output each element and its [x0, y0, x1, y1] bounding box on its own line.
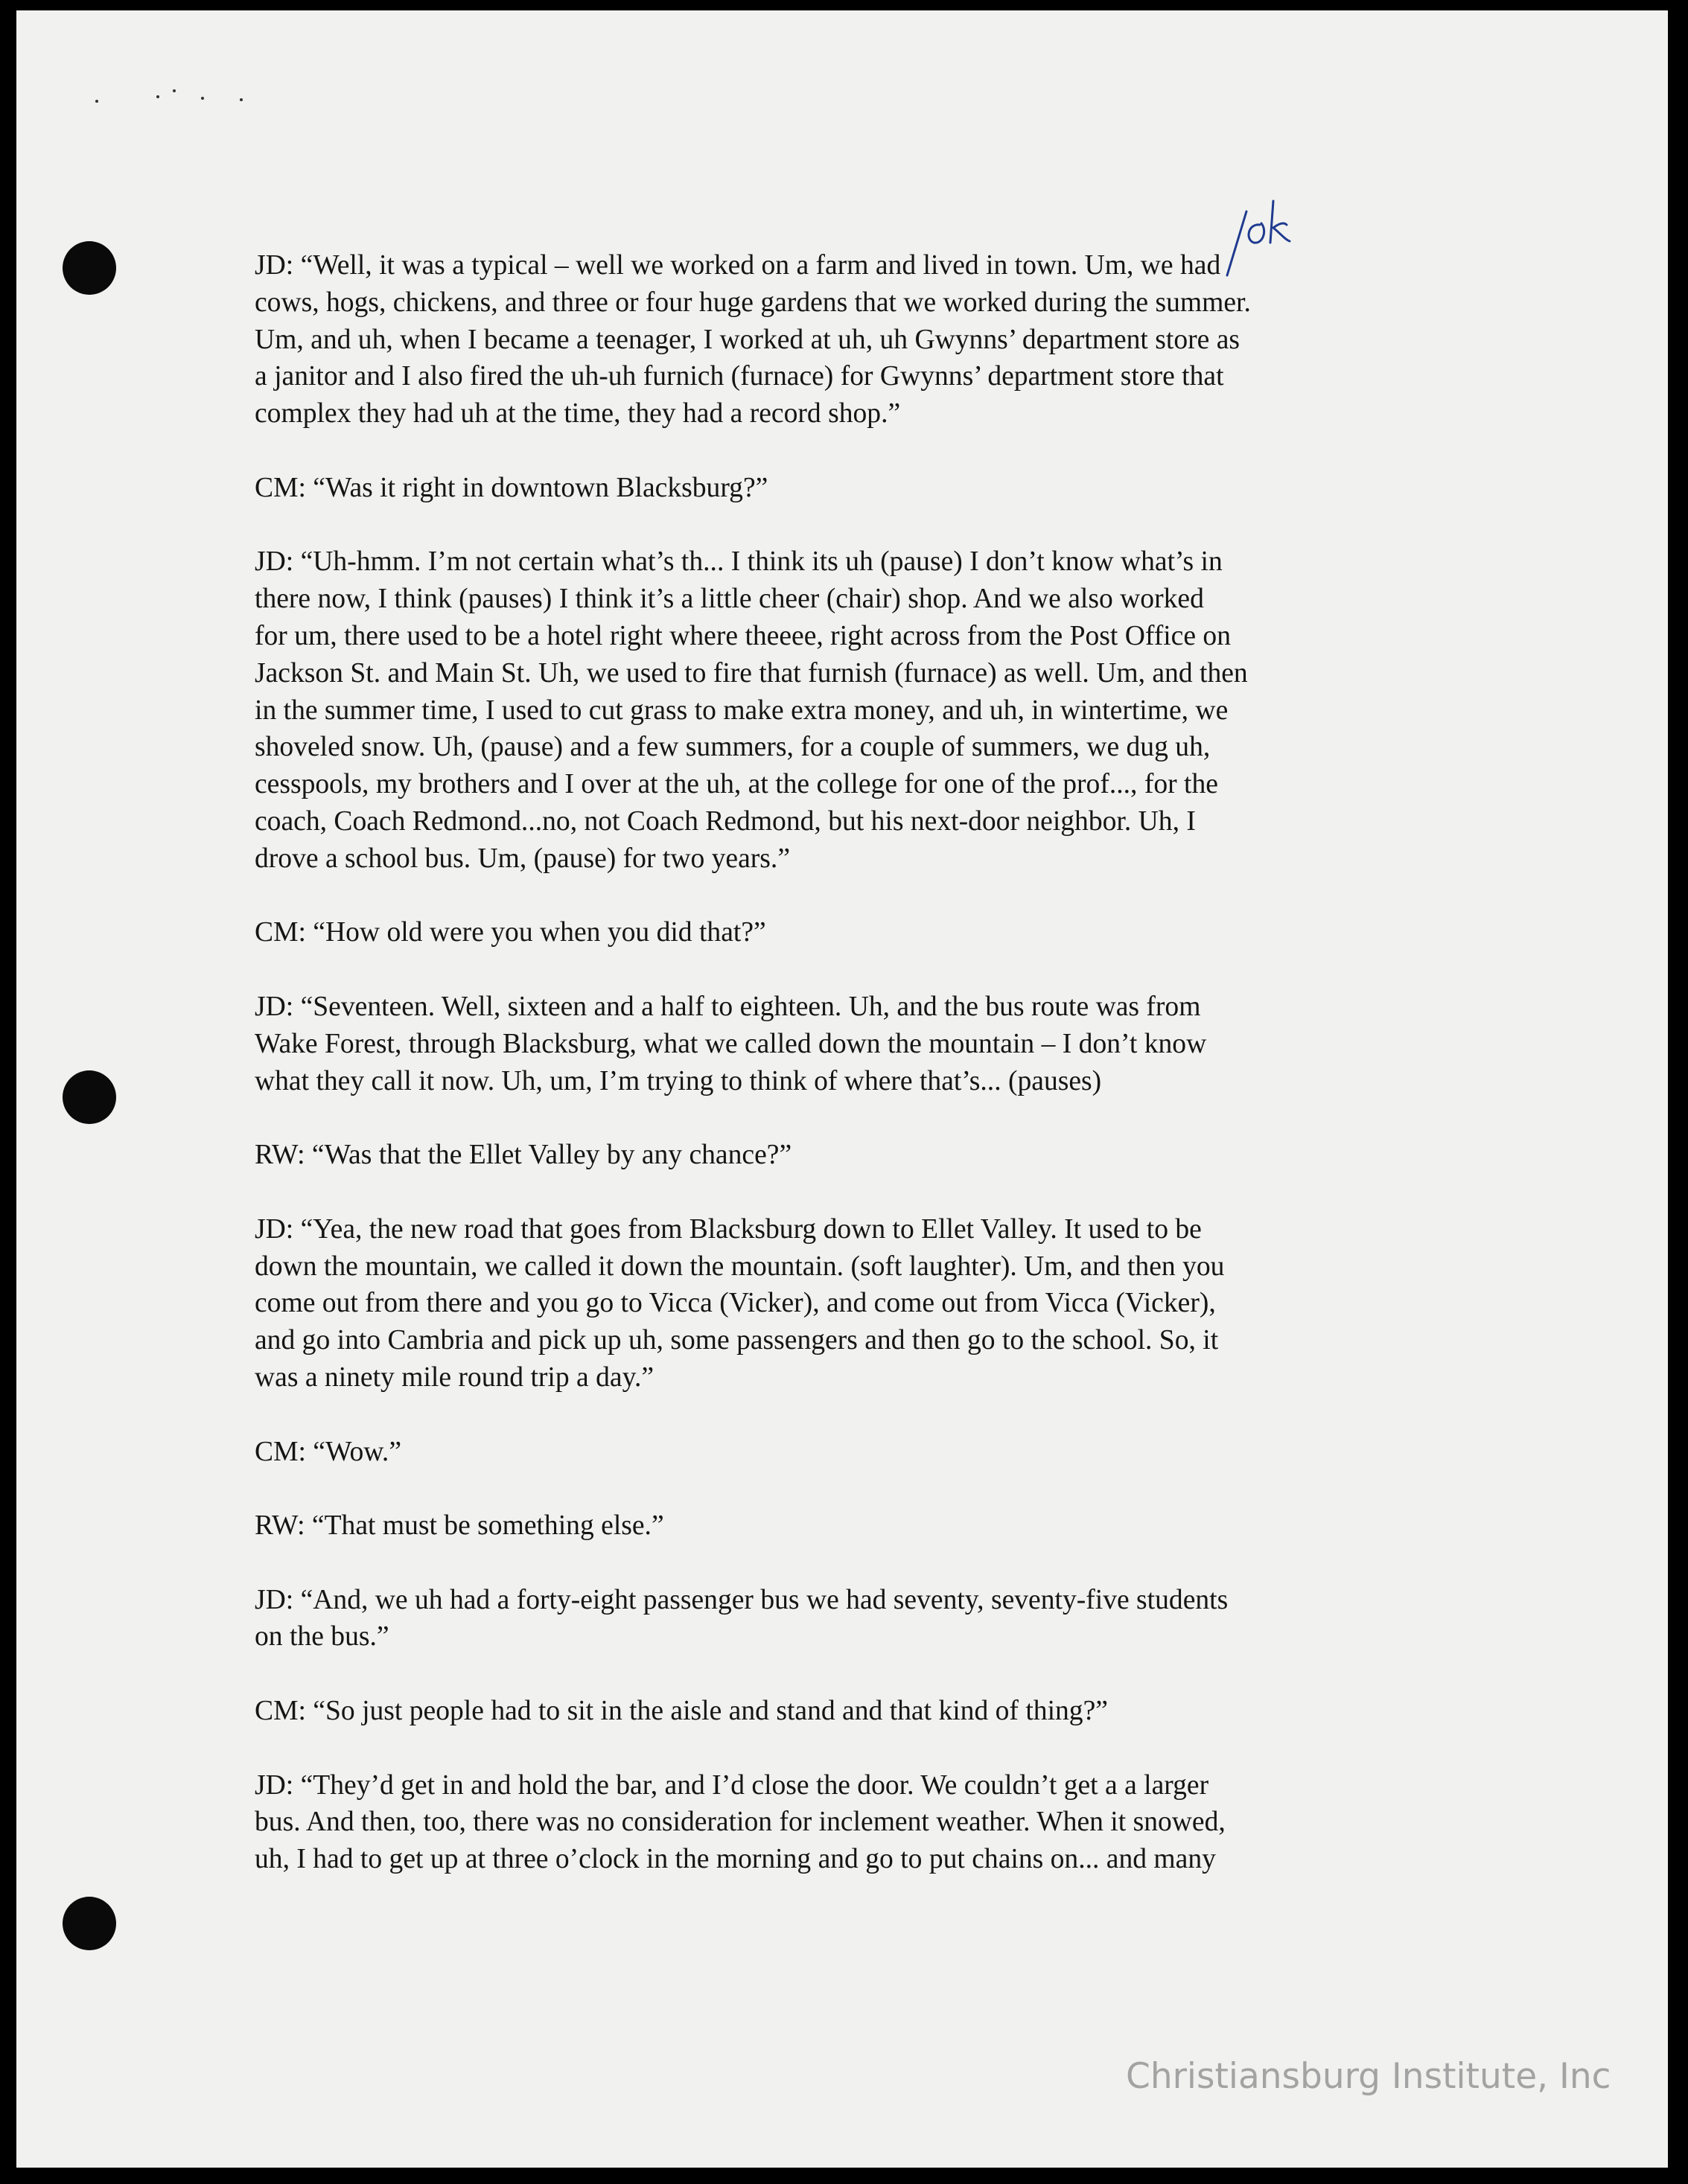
handwritten-ok-mark: [1202, 195, 1306, 284]
transcript-line: JD: “They’d get in and hold the bar, and I’d close the door. We couldn’t get a a larger: [255, 1769, 1209, 1801]
transcript-line: come out from there and you go to Vicca (Vicker), and come out from Vicca (Vicker),: [255, 1288, 1216, 1319]
binder-hole-bottom: [63, 1897, 116, 1950]
transcript-line: what they call it now. Uh, um, I’m trying to think of where that’s... (pauses): [255, 1065, 1102, 1096]
transcript-line: JD: “Seventeen. Well, sixteen and a half to eighteen. Uh, and the bus route was from: [255, 991, 1201, 1022]
transcript-line: RW: “That must be something else.”: [255, 1510, 664, 1542]
transcript-paragraph: [255, 1507, 1446, 1545]
transcript-paragraph: [255, 1137, 1446, 1174]
transcript-line: JD: “Uh-hmm. I’m not certain what’s th... I think its uh (pause) I don’t know what’s in: [255, 546, 1223, 578]
document-page: [16, 10, 1668, 2168]
transcript-line: in the summer time, I used to cut grass to make extra money, and uh, in wintertime, we: [255, 695, 1229, 726]
transcript-line: was a ninety mile round trip a day.”: [255, 1361, 655, 1393]
transcript-line: drove a school bus. Um, (pause) for two years.”: [255, 843, 790, 874]
transcript-paragraph: [255, 1582, 1446, 1656]
transcript-line: CM: “Was it right in downtown Blacksburg?”: [255, 472, 768, 503]
transcript-line: on the bus.”: [255, 1621, 389, 1653]
transcript-line: coach, Coach Redmond...no, not Coach Redmond, but his next-door neighbor. Uh, I: [255, 805, 1196, 837]
transcript-body: [255, 247, 1446, 1915]
transcript-line: a janitor and I also fired the uh-uh furnich (furnace) for Gwynns’ department store that: [255, 361, 1224, 392]
transcript-paragraph: [255, 543, 1446, 877]
transcript-line: for um, there used to be a hotel right where theeee, right across from the Post Office on: [255, 620, 1231, 651]
transcript-line: bus. And then, too, there was no consideration for inclement weather. When it snowed,: [255, 1807, 1226, 1838]
transcript-line: CM: “How old were you when you did that?”: [255, 917, 766, 948]
paper-speck: [240, 98, 243, 101]
paper-speck: [156, 95, 159, 98]
transcript-paragraph: [255, 989, 1446, 1099]
transcript-line: Jackson St. and Main St. Uh, we used to fire that furnish (furnace) as well. Um, and then: [255, 657, 1248, 689]
transcript-line: JD: “Well, it was a typical – well we worked on a farm and lived in town. Um, we had: [255, 250, 1221, 281]
transcript-paragraph: [255, 1434, 1446, 1471]
transcript-line: CM: “So just people had to sit in the aisle and stand and that kind of thing?”: [255, 1696, 1108, 1727]
transcript-line: cesspools, my brothers and I over at the uh, at the college for one of the prof..., for the: [255, 769, 1218, 800]
paper-speck: [173, 89, 176, 92]
transcript-line: complex they had uh at the time, they had a record shop.”: [255, 398, 901, 430]
transcript-line: cows, hogs, chickens, and three or four huge gardens that we worked during the summer.: [255, 287, 1251, 318]
transcript-paragraph: [255, 914, 1446, 951]
binder-hole-middle: [63, 1070, 116, 1124]
transcript-paragraph: [255, 470, 1446, 507]
transcript-line: there now, I think (pauses) I think it’s a little cheer (chair) shop. And we also worked: [255, 584, 1204, 615]
transcript-paragraph: [255, 1693, 1446, 1730]
binder-hole-top: [63, 241, 116, 295]
transcript-line: uh, I had to get up at three o’clock in the morning and go to put chains on... and many: [255, 1844, 1216, 1875]
transcript-line: Wake Forest, through Blacksburg, what we called down the mountain – I don’t know: [255, 1028, 1207, 1059]
transcript-line: JD: “Yea, the new road that goes from Blacksburg down to Ellet Valley. It used to be: [255, 1213, 1202, 1245]
transcript-paragraph: [255, 1211, 1446, 1396]
transcript-line: down the mountain, we called it down the mountain. (soft laughter). Um, and then you: [255, 1251, 1225, 1282]
watermark-text: Christiansburg Institute, Inc: [1126, 2056, 1611, 2097]
transcript-line: CM: “Wow.”: [255, 1436, 402, 1467]
transcript-line: and go into Cambria and pick up uh, some passengers and then go to the school. So, it: [255, 1325, 1219, 1356]
transcript-paragraph: [255, 1767, 1446, 1878]
transcript-line: RW: “Was that the Ellet Valley by any chance?”: [255, 1140, 792, 1171]
paper-speck: [95, 100, 98, 103]
transcript-line: shoveled snow. Uh, (pause) and a few summers, for a couple of summers, we dug uh,: [255, 732, 1211, 763]
transcript-line: JD: “And, we uh had a forty-eight passenger bus we had seventy, seventy-five students: [255, 1584, 1229, 1615]
transcript-line: Um, and uh, when I became a teenager, I worked at uh, uh Gwynns’ department store as: [255, 324, 1240, 355]
paper-speck: [201, 97, 204, 100]
